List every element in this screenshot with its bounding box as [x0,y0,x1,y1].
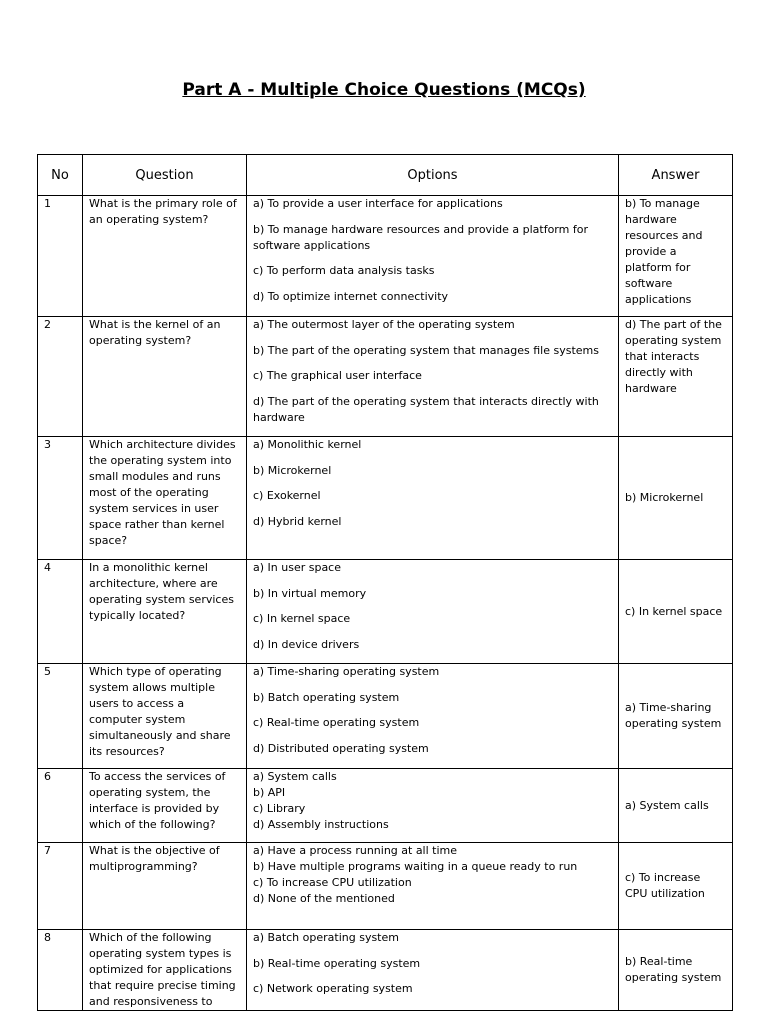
option-a: a) Time-sharing operating system [253,665,440,678]
table-header-row [38,155,733,196]
question-text: To access the services of operating system, the interface is provided by which of the following? [83,769,247,843]
question-number: 3 [38,437,83,560]
header-answer: Answer [619,155,733,196]
option-b: b) To manage hardware resources and provide a platform for software applications [253,222,588,252]
options-cell [247,196,619,317]
option-c: c) Exokernel [253,489,321,502]
table-row [38,317,733,437]
option-a: a) Batch operating system [253,931,399,944]
options-cell [247,437,619,560]
option-b: b) Have multiple programs waiting in a queue ready to run [253,860,578,873]
table-row [38,560,733,664]
answer-text: c) In kernel space [619,560,733,664]
table-row [38,843,733,930]
option-c: c) In kernel space [253,612,351,625]
question-text: What is the objective of multiprogramming? [83,843,247,930]
table-row [38,196,733,317]
option-b: b) Microkernel [253,463,332,477]
question-text: What is the kernel of an operating system? [83,317,247,437]
mcq-table [37,154,733,1011]
question-number: 4 [38,560,83,664]
question-text: In a monolithic kernel architecture, where are operating system services typically located? [83,560,247,664]
answer-text: d) The part of the operating system that interacts directly with hardware [619,317,733,437]
option-c: c) To increase CPU utilization [253,876,412,889]
question-number: 7 [38,843,83,930]
question-number: 8 [38,930,83,1011]
options-cell [247,769,619,843]
option-d: d) None of the mentioned [253,892,395,905]
question-text: Which of the following operating system types is optimized for applications that require precise timing and responsiveness to [83,930,247,1011]
table-row [38,437,733,560]
option-c: c) The graphical user interface [253,369,422,382]
option-d: d) Assembly instructions [253,818,389,831]
table-row [38,769,733,843]
option-d: d) Hybrid kernel [253,514,342,528]
header-question: Question [83,155,247,196]
options-cell [247,930,619,1011]
option-a: a) The outermost layer of the operating system [253,318,515,331]
answer-text: b) Real-time operating system [619,930,733,1011]
option-a: a) In user space [253,561,341,574]
question-number: 2 [38,317,83,437]
option-d: d) To optimize internet connectivity [253,289,449,303]
header-no: No [38,155,83,196]
option-a: a) Have a process running at all time [253,844,458,857]
question-number: 1 [38,196,83,317]
option-b: b) In virtual memory [253,586,367,600]
table-row [38,930,733,1011]
question-text: Which type of operating system allows multiple users to access a computer system simultaneously and share its resources? [83,664,247,769]
answer-text: a) System calls [619,769,733,843]
option-b: b) Real-time operating system [253,956,421,970]
table-row [38,664,733,769]
answer-text: b) To manage hardware resources and provide a platform for software applications [619,196,733,317]
answer-text: c) To increase CPU utilization [619,843,733,930]
answer-text: a) Time-sharing operating system [619,664,733,769]
option-d: d) Distributed operating system [253,741,429,755]
option-d: d) The part of the operating system that interacts directly with hardware [253,394,599,424]
answer-text: b) Microkernel [619,437,733,560]
option-b: b) The part of the operating system that manages file systems [253,343,599,357]
option-c: c) Real-time operating system [253,716,420,729]
option-a: a) System calls [253,770,337,783]
question-text: Which architecture divides the operating system into small modules and runs most of the operating system services in user space rather than kernel space? [83,437,247,560]
options-cell [247,664,619,769]
option-d: d) In device drivers [253,637,360,651]
option-c: c) Network operating system [253,982,413,995]
question-number: 6 [38,769,83,843]
document-title: Part A - Multiple Choice Questions (MCQs) [182,80,586,100]
question-text: What is the primary role of an operating system? [83,196,247,317]
header-options: Options [247,155,619,196]
option-a: a) To provide a user interface for applications [253,197,503,210]
option-a: a) Monolithic kernel [253,438,362,451]
option-b: b) Batch operating system [253,690,400,704]
option-c: c) To perform data analysis tasks [253,264,435,277]
options-cell [247,843,619,930]
question-number: 5 [38,664,83,769]
option-c: c) Library [253,802,306,815]
option-b: b) API [253,786,286,799]
document-title-container [0,80,768,100]
options-cell [247,560,619,664]
options-cell [247,317,619,437]
